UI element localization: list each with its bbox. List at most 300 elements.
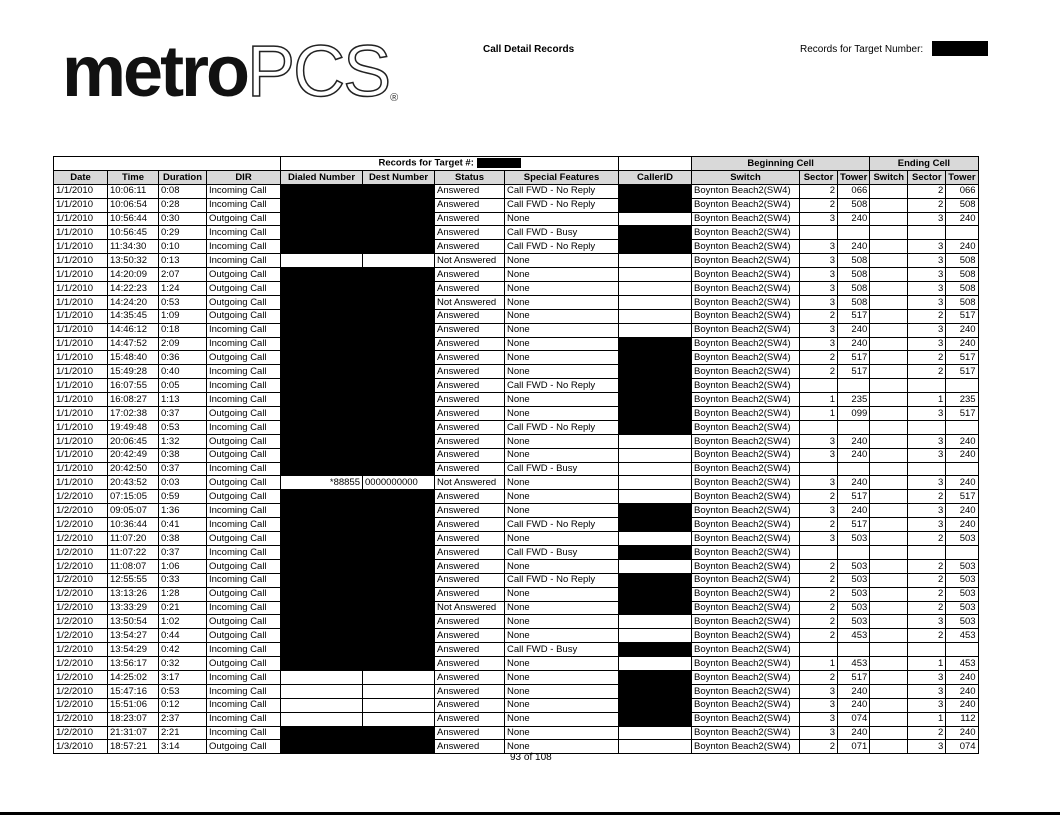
table-cell: 1: [800, 393, 838, 407]
table-cell: 240: [838, 434, 870, 448]
table-cell: 0:29: [159, 226, 207, 240]
table-cell: Boynton Beach2(SW4): [692, 462, 800, 476]
column-header: Tower: [946, 170, 978, 184]
table-cell: [838, 379, 870, 393]
table-cell: 11:34:30: [108, 240, 159, 254]
table-cell: 235: [946, 393, 978, 407]
table-cell: None: [505, 587, 619, 601]
redacted-cell: [281, 198, 363, 212]
table-cell: Answered: [435, 532, 505, 546]
table-cell: 1/2/2010: [54, 573, 108, 587]
table-cell: 3: [908, 518, 946, 532]
table-cell: 13:56:17: [108, 657, 159, 671]
table-cell: None: [505, 490, 619, 504]
table-cell: [870, 615, 908, 629]
table-cell: [363, 698, 435, 712]
table-cell: None: [505, 337, 619, 351]
table-cell: 0:12: [159, 698, 207, 712]
redacted-cell: [281, 365, 363, 379]
table-cell: None: [505, 712, 619, 726]
table-row: [54, 420, 979, 434]
table-cell: [870, 337, 908, 351]
table-cell: 1/1/2010: [54, 198, 108, 212]
table-cell: [870, 184, 908, 198]
table-cell: 0:53: [159, 684, 207, 698]
redacted-cell: [363, 226, 435, 240]
table-cell: 1:09: [159, 309, 207, 323]
column-header: Sector: [800, 170, 838, 184]
table-cell: Answered: [435, 518, 505, 532]
redacted-cell: [281, 420, 363, 434]
redacted-cell: [281, 615, 363, 629]
redacted-cell: [363, 184, 435, 198]
table-cell: 240: [946, 670, 978, 684]
table-cell: [838, 420, 870, 434]
redacted-cell: [363, 448, 435, 462]
table-cell: 3: [908, 295, 946, 309]
table-cell: Call FWD - Busy: [505, 545, 619, 559]
table-cell: 1:24: [159, 282, 207, 296]
redacted-cell: [363, 434, 435, 448]
table-cell: 0:05: [159, 379, 207, 393]
table-cell: [281, 712, 363, 726]
redacted-cell: [363, 407, 435, 421]
redacted-cell: [619, 698, 692, 712]
table-cell: [800, 545, 838, 559]
table-cell: Outgoing Call: [207, 448, 281, 462]
table-cell: 07:15:05: [108, 490, 159, 504]
table-cell: 10:56:45: [108, 226, 159, 240]
table-cell: 14:22:23: [108, 282, 159, 296]
redacted-cell: [363, 490, 435, 504]
table-cell: None: [505, 365, 619, 379]
redacted-cell: [281, 573, 363, 587]
redacted-cell: [363, 295, 435, 309]
table-caption-redaction: [477, 158, 521, 168]
table-cell: 508: [946, 254, 978, 268]
redacted-cell: [281, 545, 363, 559]
table-cell: 3: [800, 448, 838, 462]
table-cell: 1/2/2010: [54, 657, 108, 671]
table-cell: Boynton Beach2(SW4): [692, 545, 800, 559]
table-cell: 240: [838, 448, 870, 462]
redacted-cell: [281, 226, 363, 240]
table-cell: 3: [908, 407, 946, 421]
table-row: [54, 490, 979, 504]
table-cell: 517: [946, 309, 978, 323]
redacted-cell: [619, 504, 692, 518]
table-cell: 0000000000: [363, 476, 435, 490]
table-cell: Boynton Beach2(SW4): [692, 712, 800, 726]
table-cell: 14:24:20: [108, 295, 159, 309]
table-cell: None: [505, 393, 619, 407]
table-cell: [870, 379, 908, 393]
redacted-cell: [281, 740, 363, 754]
table-cell: [946, 226, 978, 240]
table-cell: 15:48:40: [108, 351, 159, 365]
table-cell: 13:13:26: [108, 587, 159, 601]
table-cell: Incoming Call: [207, 337, 281, 351]
table-cell: 3: [908, 254, 946, 268]
redacted-cell: [619, 712, 692, 726]
redacted-cell: [363, 309, 435, 323]
table-cell: None: [505, 615, 619, 629]
table-cell: 503: [838, 615, 870, 629]
table-cell: [908, 462, 946, 476]
table-cell: [281, 684, 363, 698]
table-cell: 2: [800, 601, 838, 615]
table-cell: 2: [800, 309, 838, 323]
table-cell: 1: [800, 657, 838, 671]
table-cell: 074: [838, 712, 870, 726]
table-cell: [619, 490, 692, 504]
table-cell: 2:07: [159, 268, 207, 282]
table-cell: [870, 740, 908, 754]
table-row: [54, 226, 979, 240]
table-cell: Incoming Call: [207, 712, 281, 726]
table-row: [54, 532, 979, 546]
column-header: Duration: [159, 170, 207, 184]
table-cell: Boynton Beach2(SW4): [692, 684, 800, 698]
table-cell: Incoming Call: [207, 323, 281, 337]
table-row: [54, 629, 979, 643]
table-cell: [619, 295, 692, 309]
table-cell: [870, 518, 908, 532]
table-cell: Boynton Beach2(SW4): [692, 393, 800, 407]
table-cell: Boynton Beach2(SW4): [692, 476, 800, 490]
table-cell: 240: [946, 504, 978, 518]
table-cell: Outgoing Call: [207, 434, 281, 448]
table-cell: 0:40: [159, 365, 207, 379]
table-cell: 1/1/2010: [54, 448, 108, 462]
table-cell: 1/2/2010: [54, 545, 108, 559]
table-cell: 508: [838, 254, 870, 268]
table-row: [54, 434, 979, 448]
table-cell: Answered: [435, 282, 505, 296]
table-cell: None: [505, 657, 619, 671]
table-cell: 3: [908, 323, 946, 337]
table-cell: Call FWD - Busy: [505, 643, 619, 657]
table-cell: [870, 712, 908, 726]
column-header: Status: [435, 170, 505, 184]
table-cell: 503: [946, 615, 978, 629]
table-cell: [870, 295, 908, 309]
column-header: Dest Number: [363, 170, 435, 184]
table-cell: Incoming Call: [207, 698, 281, 712]
table-row: [54, 476, 979, 490]
table-cell: None: [505, 448, 619, 462]
table-cell: 18:57:21: [108, 740, 159, 754]
table-cell: 240: [946, 476, 978, 490]
table-cell: [908, 420, 946, 434]
table-cell: Incoming Call: [207, 198, 281, 212]
redacted-cell: [619, 184, 692, 198]
table-cell: Call FWD - Busy: [505, 226, 619, 240]
redacted-cell: [281, 240, 363, 254]
table-cell: Boynton Beach2(SW4): [692, 698, 800, 712]
redacted-cell: [619, 240, 692, 254]
table-cell: [838, 462, 870, 476]
table-cell: None: [505, 504, 619, 518]
table-cell: 503: [838, 601, 870, 615]
table-cell: Answered: [435, 587, 505, 601]
table-cell: None: [505, 254, 619, 268]
table-cell: 1/2/2010: [54, 587, 108, 601]
table-cell: 13:54:27: [108, 629, 159, 643]
redacted-cell: [363, 198, 435, 212]
redacted-cell: [281, 212, 363, 226]
table-cell: None: [505, 295, 619, 309]
table-cell: Incoming Call: [207, 254, 281, 268]
table-cell: [870, 323, 908, 337]
redacted-cell: [619, 420, 692, 434]
table-cell: [619, 476, 692, 490]
redacted-cell: [619, 407, 692, 421]
table-cell: [800, 462, 838, 476]
table-cell: Outgoing Call: [207, 351, 281, 365]
table-cell: 1/2/2010: [54, 615, 108, 629]
table-cell: [870, 351, 908, 365]
table-cell: 13:54:29: [108, 643, 159, 657]
table-cell: Outgoing Call: [207, 309, 281, 323]
table-cell: 3:17: [159, 670, 207, 684]
table-cell: 066: [838, 184, 870, 198]
table-cell: 2: [800, 198, 838, 212]
table-cell: 240: [946, 240, 978, 254]
table-row: [54, 601, 979, 615]
table-cell: 1:28: [159, 587, 207, 601]
table-cell: [870, 476, 908, 490]
table-cell: Boynton Beach2(SW4): [692, 254, 800, 268]
table-cell: Incoming Call: [207, 504, 281, 518]
table-cell: 071: [838, 740, 870, 754]
redacted-cell: [281, 643, 363, 657]
redacted-cell: [363, 337, 435, 351]
table-cell: 240: [946, 684, 978, 698]
table-cell: [619, 726, 692, 740]
table-cell: 1/1/2010: [54, 268, 108, 282]
table-cell: 3: [908, 282, 946, 296]
table-cell: [363, 712, 435, 726]
redacted-cell: [619, 226, 692, 240]
redacted-cell: [619, 587, 692, 601]
table-cell: 3: [800, 323, 838, 337]
table-cell: 0:37: [159, 462, 207, 476]
redacted-cell: [281, 184, 363, 198]
table-cell: [281, 670, 363, 684]
table-cell: [619, 309, 692, 323]
table-cell: 3: [800, 268, 838, 282]
table-cell: Answered: [435, 657, 505, 671]
redacted-cell: [281, 532, 363, 546]
table-cell: 240: [838, 212, 870, 226]
table-cell: 21:31:07: [108, 726, 159, 740]
table-cell: 3: [908, 212, 946, 226]
redacted-cell: [281, 490, 363, 504]
table-cell: 508: [838, 282, 870, 296]
table-cell: [619, 615, 692, 629]
table-cell: Call FWD - No Reply: [505, 379, 619, 393]
table-cell: 1:06: [159, 559, 207, 573]
table-row: [54, 684, 979, 698]
table-cell: Boynton Beach2(SW4): [692, 434, 800, 448]
redacted-cell: [281, 601, 363, 615]
table-cell: Outgoing Call: [207, 295, 281, 309]
table-cell: 0:10: [159, 240, 207, 254]
redacted-cell: [281, 309, 363, 323]
table-cell: 1/2/2010: [54, 726, 108, 740]
redacted-cell: [363, 212, 435, 226]
table-cell: 1/2/2010: [54, 518, 108, 532]
table-cell: 240: [946, 337, 978, 351]
table-cell: Boynton Beach2(SW4): [692, 268, 800, 282]
redacted-cell: [619, 198, 692, 212]
table-cell: Incoming Call: [207, 184, 281, 198]
table-cell: 1/3/2010: [54, 740, 108, 754]
table-cell: 0:08: [159, 184, 207, 198]
table-cell: 3: [908, 434, 946, 448]
table-cell: 0:21: [159, 601, 207, 615]
table-cell: Boynton Beach2(SW4): [692, 323, 800, 337]
table-cell: 1: [800, 407, 838, 421]
redacted-cell: [363, 532, 435, 546]
table-cell: None: [505, 323, 619, 337]
table-cell: Answered: [435, 240, 505, 254]
table-cell: Answered: [435, 545, 505, 559]
table-cell: [870, 212, 908, 226]
table-cell: Outgoing Call: [207, 490, 281, 504]
table-row: [54, 323, 979, 337]
table-cell: Answered: [435, 462, 505, 476]
table-row: [54, 545, 979, 559]
table-cell: None: [505, 309, 619, 323]
table-cell: 112: [946, 712, 978, 726]
table-cell: Answered: [435, 226, 505, 240]
table-cell: [619, 434, 692, 448]
table-cell: Boynton Beach2(SW4): [692, 448, 800, 462]
table-cell: 3: [800, 476, 838, 490]
table-cell: 1/1/2010: [54, 434, 108, 448]
table-cell: 240: [946, 726, 978, 740]
table-cell: Boynton Beach2(SW4): [692, 198, 800, 212]
redacted-cell: [619, 643, 692, 657]
table-cell: 1/1/2010: [54, 337, 108, 351]
table-cell: [946, 379, 978, 393]
table-cell: [870, 601, 908, 615]
redacted-cell: [281, 379, 363, 393]
table-cell: [281, 698, 363, 712]
table-cell: None: [505, 532, 619, 546]
table-cell: [870, 365, 908, 379]
table-cell: 14:25:02: [108, 670, 159, 684]
redacted-cell: [281, 351, 363, 365]
table-cell: *88855: [281, 476, 363, 490]
table-row: [54, 518, 979, 532]
table-cell: 3: [800, 532, 838, 546]
redacted-cell: [619, 545, 692, 559]
table-cell: [870, 670, 908, 684]
table-cell: Answered: [435, 198, 505, 212]
table-cell: 1/1/2010: [54, 295, 108, 309]
table-cell: [908, 226, 946, 240]
table-cell: [870, 559, 908, 573]
beginning-cell-group-header: Beginning Cell: [692, 157, 870, 171]
redacted-cell: [619, 684, 692, 698]
table-cell: 3: [800, 282, 838, 296]
table-row: [54, 670, 979, 684]
table-row: [54, 657, 979, 671]
table-cell: 2:21: [159, 726, 207, 740]
table-cell: [870, 504, 908, 518]
table-cell: Boynton Beach2(SW4): [692, 212, 800, 226]
table-row: [54, 254, 979, 268]
table-cell: Incoming Call: [207, 420, 281, 434]
table-cell: 503: [838, 573, 870, 587]
table-row: [54, 309, 979, 323]
table-cell: [838, 226, 870, 240]
table-cell: 1/1/2010: [54, 379, 108, 393]
table-cell: None: [505, 434, 619, 448]
redacted-cell: [281, 282, 363, 296]
column-header: Special Features: [505, 170, 619, 184]
table-cell: Outgoing Call: [207, 476, 281, 490]
table-cell: 240: [838, 504, 870, 518]
table-row: [54, 393, 979, 407]
table-cell: Incoming Call: [207, 240, 281, 254]
table-cell: Answered: [435, 712, 505, 726]
table-cell: 0:28: [159, 198, 207, 212]
table-cell: 1:13: [159, 393, 207, 407]
table-cell: [619, 740, 692, 754]
table-cell: Answered: [435, 268, 505, 282]
table-cell: [946, 545, 978, 559]
table-cell: 15:49:28: [108, 365, 159, 379]
table-cell: [870, 490, 908, 504]
table-cell: [870, 726, 908, 740]
table-cell: 2: [908, 587, 946, 601]
table-cell: Outgoing Call: [207, 559, 281, 573]
table-cell: 0:18: [159, 323, 207, 337]
table-cell: [619, 323, 692, 337]
table-cell: Incoming Call: [207, 462, 281, 476]
table-row: [54, 295, 979, 309]
table-cell: 1/2/2010: [54, 684, 108, 698]
table-cell: Answered: [435, 643, 505, 657]
table-cell: None: [505, 407, 619, 421]
table-cell: 11:08:07: [108, 559, 159, 573]
redacted-cell: [619, 379, 692, 393]
table-cell: [619, 254, 692, 268]
table-cell: 3: [800, 698, 838, 712]
table-cell: 2: [800, 615, 838, 629]
table-cell: 2: [908, 198, 946, 212]
redacted-cell: [619, 393, 692, 407]
table-cell: 240: [838, 698, 870, 712]
table-cell: Boynton Beach2(SW4): [692, 740, 800, 754]
table-cell: 3: [908, 337, 946, 351]
table-cell: Call FWD - No Reply: [505, 184, 619, 198]
table-cell: [870, 434, 908, 448]
table-cell: 503: [946, 587, 978, 601]
table-cell: 2: [908, 559, 946, 573]
table-row: [54, 198, 979, 212]
table-cell: 503: [838, 587, 870, 601]
table-cell: Answered: [435, 684, 505, 698]
table-cell: 3: [800, 295, 838, 309]
table-cell: 3: [800, 504, 838, 518]
table-cell: 0:37: [159, 407, 207, 421]
column-header: Time: [108, 170, 159, 184]
